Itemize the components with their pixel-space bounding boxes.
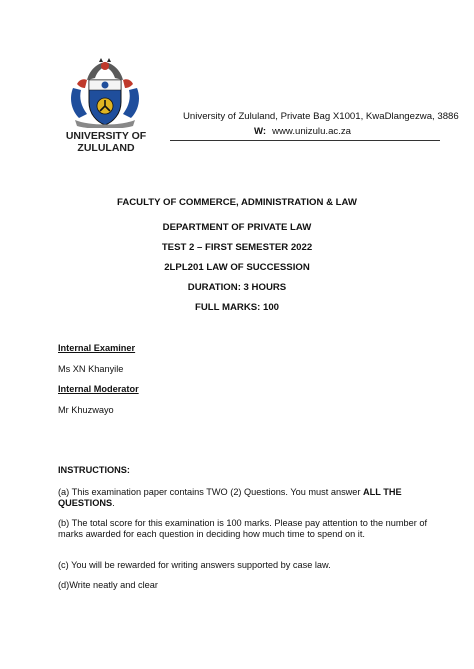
- full-marks-heading: FULL MARKS: 100: [194, 302, 280, 313]
- university-name-line2: ZULULAND: [77, 142, 135, 154]
- university-name-line1: UNIVERSITY OF: [65, 130, 147, 142]
- university-website: [254, 126, 351, 137]
- instruction-d: (d)Write neatly and clear: [58, 580, 158, 590]
- module-heading: 2LPL201 LAW OF SUCCESSION: [164, 262, 310, 273]
- website-label: W:: [254, 126, 267, 137]
- university-name: [60, 130, 152, 154]
- internal-moderator-label: Internal Moderator: [58, 384, 139, 394]
- duration-heading: DURATION: 3 HOURS: [187, 282, 287, 293]
- faculty-heading: FACULTY OF COMMERCE, ADMINISTRATION & LAW: [116, 197, 357, 208]
- website-url: www.unizulu.ac.za: [272, 126, 351, 137]
- instruction-c: (c) You will be rewarded for writing answers supported by case law.: [58, 560, 331, 570]
- internal-examiner-name: Ms XN Khanyile: [58, 364, 124, 374]
- university-address: University of Zululand, Private Bag X1001, KwaDlangezwa, 3886: [183, 111, 459, 122]
- instruction-a-text: (a) This examination paper contains TWO (2) Questions. You must answer: [58, 487, 364, 497]
- instructions-heading: INSTRUCTIONS:: [58, 465, 130, 475]
- instruction-a-emphasis: ALL THE QUESTIONS: [58, 487, 402, 508]
- university-logo: [60, 58, 152, 154]
- crest-icon: [65, 58, 145, 128]
- internal-examiner-label: Internal Examiner: [58, 343, 136, 353]
- instruction-a-suffix: .: [112, 498, 115, 508]
- internal-moderator-name: Mr Khuzwayo: [58, 405, 114, 415]
- instruction-a: [58, 487, 430, 509]
- department-heading: DEPARTMENT OF PRIVATE LAW: [162, 222, 312, 233]
- header-divider: [170, 140, 440, 141]
- instruction-b: (b) The total score for this examination is 100 marks. Please pay attention to the number of marks awarded for each question in deciding how much time to spend on it.: [58, 518, 428, 539]
- test-heading: TEST 2 – FIRST SEMESTER 2022: [161, 242, 313, 253]
